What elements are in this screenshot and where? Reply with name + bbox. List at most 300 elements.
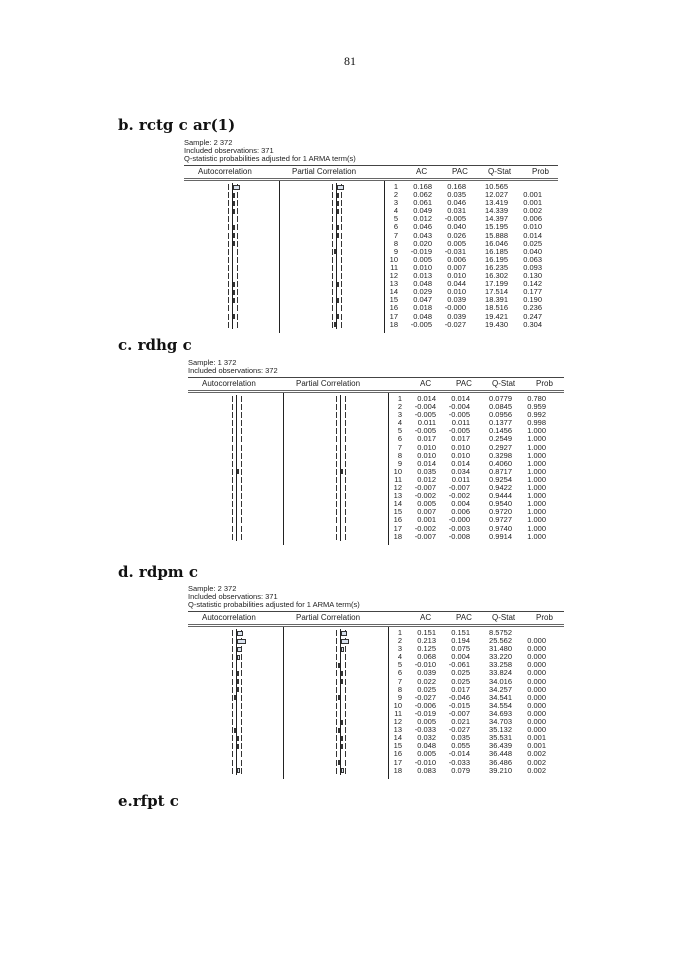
ac-value: 0.018 <box>413 303 432 313</box>
confidence-tick <box>345 509 346 515</box>
lag: 8 <box>397 450 402 460</box>
acf-axis <box>236 533 237 541</box>
confidence-tick <box>336 638 337 644</box>
prob: 0.992 <box>527 410 546 420</box>
confidence-tick <box>341 241 342 247</box>
acf-axis <box>236 525 237 533</box>
ac-value: -0.010 <box>414 757 436 767</box>
acf-axis <box>236 403 237 411</box>
lag: 5 <box>397 426 402 436</box>
ac-value: -0.005 <box>410 319 432 329</box>
lag: 17 <box>389 311 398 321</box>
meta-line: Included observations: 371 <box>188 592 278 601</box>
correlogram-meta <box>188 585 564 609</box>
prob: 1.000 <box>527 450 546 460</box>
confidence-tick <box>237 314 238 320</box>
pacf-bar <box>337 225 339 230</box>
q-stat: 0.2549 <box>489 434 512 444</box>
pacf-axis <box>340 525 341 533</box>
prob: 0.000 <box>527 692 546 702</box>
ac-value: -0.005 <box>414 410 436 420</box>
pacf-axis <box>340 395 341 403</box>
q-stat: 34.703 <box>489 717 512 727</box>
confidence-tick <box>336 517 337 523</box>
lag: 18 <box>389 319 398 329</box>
confidence-tick <box>332 241 333 247</box>
confidence-tick <box>345 534 346 540</box>
ac-value: 0.061 <box>413 198 432 208</box>
ac-value: -0.002 <box>414 491 436 501</box>
ac-value: 0.010 <box>417 450 436 460</box>
confidence-tick <box>345 751 346 757</box>
confidence-tick <box>241 412 242 418</box>
acf-axis <box>232 321 233 329</box>
q-stat: 16.302 <box>485 271 508 281</box>
lag: 1 <box>393 182 398 191</box>
confidence-tick <box>345 727 346 733</box>
pac-value: 0.046 <box>447 198 466 208</box>
confidence-tick <box>336 695 337 701</box>
confidence-tick <box>232 670 233 676</box>
confidence-tick <box>232 469 233 475</box>
confidence-tick <box>232 493 233 499</box>
section-title-b: b. rctg c ar(1) <box>118 116 236 134</box>
confidence-tick <box>341 200 342 206</box>
column-header: Partial Correlation <box>292 167 357 176</box>
confidence-tick <box>332 208 333 214</box>
prob: 1.000 <box>527 515 546 525</box>
prob: 0.014 <box>523 230 542 240</box>
confidence-tick <box>336 670 337 676</box>
q-stat: 17.514 <box>485 287 508 297</box>
meta-line: Sample: 1 372 <box>188 358 237 367</box>
column-header: Partial Correlation <box>296 379 361 388</box>
lag: 11 <box>390 262 398 272</box>
confidence-tick <box>232 509 233 515</box>
q-stat: 39.210 <box>489 765 512 775</box>
confidence-tick <box>332 184 333 190</box>
confidence-tick <box>241 517 242 523</box>
confidence-tick <box>341 314 342 320</box>
q-stat: 0.9740 <box>489 523 512 533</box>
pac-value: 0.044 <box>447 279 466 289</box>
confidence-tick <box>232 526 233 532</box>
confidence-tick <box>232 630 233 636</box>
confidence-tick <box>232 638 233 644</box>
pacf-axis <box>340 403 341 411</box>
table-header <box>184 165 558 181</box>
confidence-tick <box>237 297 238 303</box>
confidence-tick <box>228 216 229 222</box>
ac-value: 0.039 <box>417 668 436 678</box>
confidence-tick <box>336 477 337 483</box>
confidence-tick <box>241 428 242 434</box>
pac-value: 0.006 <box>447 254 466 264</box>
pacf-axis <box>336 264 337 272</box>
ac-value: 0.012 <box>417 474 436 484</box>
prob: 1.000 <box>527 531 546 541</box>
column-header: AC <box>420 613 432 622</box>
column-header: AC <box>420 379 432 388</box>
acf-bar <box>237 631 243 636</box>
confidence-tick <box>241 453 242 459</box>
pacf-bar <box>341 679 343 684</box>
pacf-bar <box>337 185 344 190</box>
q-stat: 0.9254 <box>489 474 512 484</box>
pacf-axis <box>340 533 341 541</box>
pacf-axis <box>340 759 341 767</box>
q-stat: 35.531 <box>489 733 512 743</box>
ac-value: 0.125 <box>417 644 436 654</box>
pacf-axis <box>340 460 341 468</box>
pacf-bar <box>337 193 339 198</box>
ac-value: 0.007 <box>417 507 436 517</box>
correlogram-rctg <box>184 139 558 333</box>
confidence-tick <box>232 768 233 774</box>
lag: 9 <box>397 692 402 702</box>
pac-value: -0.014 <box>448 749 470 759</box>
confidence-tick <box>241 526 242 532</box>
prob: 0.002 <box>527 765 546 775</box>
q-stat: 34.693 <box>489 708 512 718</box>
confidence-tick <box>332 314 333 320</box>
confidence-tick <box>228 265 229 271</box>
ac-value: 0.083 <box>417 765 436 775</box>
confidence-tick <box>241 445 242 451</box>
prob: 0.190 <box>523 295 542 305</box>
confidence-tick <box>232 703 233 709</box>
acf-bar <box>233 225 235 230</box>
confidence-tick <box>241 695 242 701</box>
confidence-tick <box>336 428 337 434</box>
confidence-tick <box>232 719 233 725</box>
confidence-tick <box>336 768 337 774</box>
acf-bar <box>233 233 235 238</box>
ac-value: -0.027 <box>414 692 436 702</box>
pac-value: 0.017 <box>451 434 470 444</box>
lag: 14 <box>393 733 402 743</box>
confidence-tick <box>232 420 233 426</box>
acf-axis <box>236 476 237 484</box>
pac-value: 0.035 <box>447 190 466 200</box>
acf-axis <box>236 419 237 427</box>
confidence-tick <box>336 735 337 741</box>
acf-axis <box>236 710 237 718</box>
acf-bar <box>237 768 240 773</box>
prob: 0.177 <box>523 287 542 297</box>
pac-value: -0.008 <box>448 531 470 541</box>
pacf-bar <box>341 469 343 474</box>
column-header: Autocorrelation <box>202 379 256 388</box>
column-header: Prob <box>536 379 553 388</box>
confidence-tick <box>345 501 346 507</box>
prob: 0.000 <box>527 676 546 686</box>
confidence-tick <box>345 743 346 749</box>
lag: 8 <box>397 684 402 694</box>
lag: 5 <box>397 660 402 670</box>
acf-axis <box>236 750 237 758</box>
prob: 0.130 <box>523 271 542 281</box>
lag: 1 <box>397 628 402 637</box>
pacf-bar <box>338 760 340 765</box>
prob: 1.000 <box>527 483 546 493</box>
prob: 1.000 <box>527 458 546 468</box>
ac-value: 0.046 <box>413 222 432 232</box>
pacf-bar <box>341 639 349 644</box>
prob: 0.000 <box>527 652 546 662</box>
pac-value: 0.034 <box>451 466 470 476</box>
column-header: PAC <box>452 167 468 176</box>
lag: 2 <box>397 402 402 412</box>
meta-line: Q-statistic probabilities adjusted for 1 ARMA term(s) <box>188 600 360 609</box>
confidence-tick <box>228 322 229 328</box>
confidence-tick <box>232 501 233 507</box>
confidence-tick <box>241 743 242 749</box>
q-stat: 36.486 <box>489 757 512 767</box>
pacf-bar <box>338 728 340 733</box>
ac-value: 0.010 <box>417 442 436 452</box>
pacf-axis <box>336 248 337 256</box>
column-header: AC <box>416 167 428 176</box>
confidence-tick <box>336 630 337 636</box>
confidence-tick <box>237 289 238 295</box>
confidence-tick <box>345 445 346 451</box>
pacf-axis <box>336 240 337 248</box>
q-stat: 0.1456 <box>489 426 512 436</box>
q-stat: 0.9444 <box>489 491 512 501</box>
confidence-tick <box>341 216 342 222</box>
pacf-axis <box>340 452 341 460</box>
pac-value: 0.021 <box>451 717 470 727</box>
acf-bar <box>233 201 235 206</box>
confidence-tick <box>345 703 346 709</box>
q-stat: 35.132 <box>489 725 512 735</box>
q-stat: 0.2927 <box>489 442 512 452</box>
confidence-tick <box>345 396 346 402</box>
lag: 4 <box>393 206 398 216</box>
lag: 7 <box>393 230 398 240</box>
ac-value: -0.007 <box>414 531 436 541</box>
confidence-tick <box>237 322 238 328</box>
confidence-tick <box>232 646 233 652</box>
lag: 6 <box>397 434 402 444</box>
pac-value: 0.005 <box>447 238 466 248</box>
confidence-tick <box>336 751 337 757</box>
lag: 18 <box>393 765 402 775</box>
confidence-tick <box>241 420 242 426</box>
ac-value: 0.049 <box>413 206 432 216</box>
acf-axis <box>236 759 237 767</box>
pac-value: 0.004 <box>451 499 470 509</box>
confidence-tick <box>345 453 346 459</box>
ac-value: 0.043 <box>413 230 432 240</box>
pacf-bar <box>341 631 347 636</box>
pac-value: 0.004 <box>451 652 470 662</box>
prob: 1.000 <box>527 426 546 436</box>
prob: 0.998 <box>527 418 546 428</box>
pacf-axis <box>340 411 341 419</box>
confidence-tick <box>241 477 242 483</box>
pac-value: 0.025 <box>451 668 470 678</box>
confidence-tick <box>241 768 242 774</box>
confidence-tick <box>332 305 333 311</box>
pac-value: 0.075 <box>451 644 470 654</box>
confidence-tick <box>241 404 242 410</box>
confidence-tick <box>228 241 229 247</box>
ac-value: 0.022 <box>417 676 436 686</box>
acf-bar <box>233 314 235 319</box>
ac-value: -0.004 <box>414 402 436 412</box>
confidence-tick <box>332 322 333 328</box>
acf-bar <box>233 290 235 295</box>
lag: 15 <box>389 295 398 305</box>
confidence-tick <box>336 509 337 515</box>
ac-value: 0.048 <box>417 741 436 751</box>
q-stat: 15.195 <box>485 222 508 232</box>
pac-value: 0.040 <box>447 222 466 232</box>
pacf-axis <box>340 686 341 694</box>
meta-line: Sample: 2 372 <box>184 138 233 147</box>
ac-value: 0.001 <box>417 515 436 525</box>
acf-axis <box>236 444 237 452</box>
confidence-tick <box>228 305 229 311</box>
confidence-tick <box>237 233 238 239</box>
ac-value: 0.010 <box>413 262 432 272</box>
acf-axis <box>236 718 237 726</box>
section-title-e: e.rfpt c <box>118 792 179 810</box>
confidence-tick <box>241 662 242 668</box>
q-stat: 19.430 <box>485 319 508 329</box>
confidence-tick <box>336 727 337 733</box>
confidence-tick <box>336 760 337 766</box>
q-stat: 33.220 <box>489 652 512 662</box>
q-stat: 10.565 <box>485 182 508 191</box>
lag: 17 <box>393 523 402 533</box>
q-stat: 0.3298 <box>489 450 512 460</box>
prob: 0.000 <box>527 708 546 718</box>
prob: 0.010 <box>523 222 542 232</box>
ac-value: 0.048 <box>413 311 432 321</box>
confidence-tick <box>345 654 346 660</box>
acf-axis <box>232 272 233 280</box>
lag: 10 <box>393 466 402 476</box>
lag: 3 <box>397 410 402 420</box>
confidence-tick <box>336 719 337 725</box>
column-header: Prob <box>532 167 549 176</box>
pacf-axis <box>340 492 341 500</box>
lag: 1 <box>397 394 402 403</box>
ac-value: -0.002 <box>414 523 436 533</box>
pac-value: -0.015 <box>448 700 470 710</box>
q-stat: 14.339 <box>485 206 508 216</box>
prob: 1.000 <box>527 474 546 484</box>
acf-axis <box>236 452 237 460</box>
confidence-tick <box>228 314 229 320</box>
q-stat: 0.0779 <box>489 394 512 403</box>
confidence-tick <box>345 687 346 693</box>
lag: 15 <box>393 741 402 751</box>
prob: 0.002 <box>523 206 542 216</box>
confidence-tick <box>232 727 233 733</box>
lag: 13 <box>393 725 402 735</box>
ac-value: 0.035 <box>417 466 436 476</box>
ac-value: 0.013 <box>413 271 432 281</box>
pacf-axis <box>336 288 337 296</box>
confidence-tick <box>345 404 346 410</box>
confidence-tick <box>241 711 242 717</box>
confidence-tick <box>341 192 342 198</box>
ac-value: -0.005 <box>414 426 436 436</box>
pac-value: -0.002 <box>448 491 470 501</box>
q-stat: 34.541 <box>489 692 512 702</box>
acf-bar <box>233 185 240 190</box>
lag: 9 <box>393 246 398 256</box>
ac-value: 0.151 <box>417 628 436 637</box>
q-stat: 8.5752 <box>489 628 512 637</box>
table-row <box>188 767 564 775</box>
confidence-tick <box>336 453 337 459</box>
confidence-tick <box>336 493 337 499</box>
pac-value: 0.014 <box>451 458 470 468</box>
acf-axis <box>236 661 237 669</box>
confidence-tick <box>228 297 229 303</box>
pacf-axis <box>340 516 341 524</box>
acf-axis <box>232 264 233 272</box>
pacf-bar <box>341 647 344 652</box>
lag: 14 <box>389 287 398 297</box>
confidence-tick <box>341 273 342 279</box>
confidence-tick <box>228 273 229 279</box>
acf-bar <box>233 193 235 198</box>
acf-bar <box>237 736 239 741</box>
confidence-tick <box>341 289 342 295</box>
pac-value: 0.168 <box>447 182 466 191</box>
confidence-tick <box>332 265 333 271</box>
confidence-tick <box>228 249 229 255</box>
confidence-tick <box>237 281 238 287</box>
confidence-tick <box>241 735 242 741</box>
pacf-bar <box>341 671 343 676</box>
lag: 8 <box>393 238 398 248</box>
confidence-tick <box>341 233 342 239</box>
q-stat: 0.9914 <box>489 531 512 541</box>
q-stat: 34.257 <box>489 684 512 694</box>
lag: 12 <box>393 717 402 727</box>
q-stat: 15.888 <box>485 230 508 240</box>
prob: 0.025 <box>523 238 542 248</box>
confidence-tick <box>237 224 238 230</box>
pacf-bar <box>337 201 339 206</box>
confidence-tick <box>336 703 337 709</box>
acf-axis <box>236 460 237 468</box>
confidence-tick <box>232 687 233 693</box>
prob: 0.000 <box>527 717 546 727</box>
correlogram-meta <box>188 359 564 375</box>
confidence-tick <box>232 517 233 523</box>
ac-value: -0.019 <box>414 708 436 718</box>
lag: 14 <box>393 499 402 509</box>
q-stat: 25.562 <box>489 636 512 646</box>
confidence-tick <box>336 646 337 652</box>
confidence-tick <box>332 224 333 230</box>
q-stat: 14.397 <box>485 214 508 224</box>
pacf-axis <box>340 484 341 492</box>
confidence-tick <box>228 224 229 230</box>
lag: 12 <box>393 483 402 493</box>
lag: 5 <box>393 214 398 224</box>
pac-value: 0.011 <box>451 474 470 484</box>
pac-value: 0.007 <box>447 262 466 272</box>
